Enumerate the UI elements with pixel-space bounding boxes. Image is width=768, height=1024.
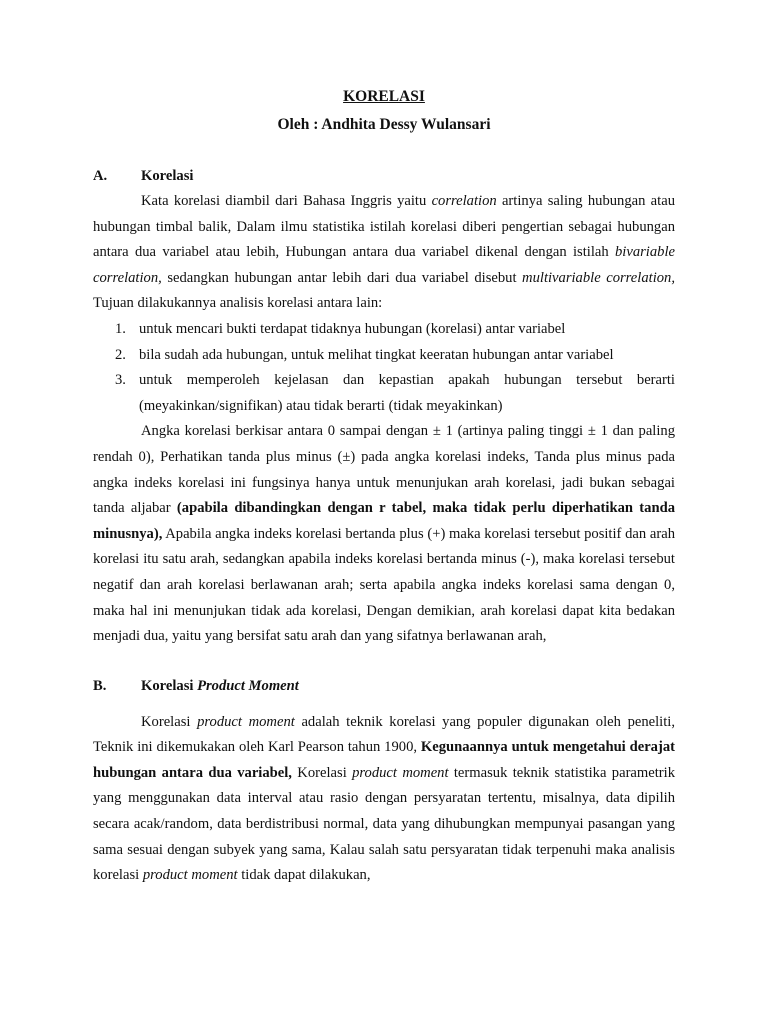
italic-text: product moment [197, 713, 295, 730]
list-item-number: 2. [115, 346, 126, 363]
list-item [93, 343, 675, 369]
text-run: sedangkan hubungan antar lebih dari dua variabel disebut [161, 269, 523, 286]
text-run: artinya saling hubungan atau hubungan timbal balik, Dalam ilmu statistika istilah korelasi diberi pengertian sebagai hubungan antara dua variabel atau lebih, Hubungan antara dua variabel dikenal dengan istilah [93, 193, 675, 261]
text-run: Korelasi [291, 764, 353, 781]
list-item-number: 1. [115, 320, 126, 337]
objectives-list [93, 317, 675, 419]
document-author: Oleh : Andhita Dessy Wulansari [277, 116, 491, 133]
italic-text: product moment [142, 867, 238, 884]
italic-text: product moment [352, 764, 449, 781]
section-b-letter: B. [93, 677, 107, 694]
list-item-number: 3. [115, 372, 126, 389]
section-b-title [141, 676, 299, 696]
italic-text: multivariable correlation, [522, 269, 675, 286]
list-item [93, 368, 675, 419]
section-b-title-italic: Product Moment [197, 677, 299, 694]
list-item-text: untuk memperoleh kejelasan dan kepastian apakah hubungan tersebut berarti (meyakinkan/signifikan) atau tidak berarti (tidak meyakinkan) [139, 372, 675, 414]
section-a-letter: A. [93, 168, 108, 184]
text-run: Tujuan dilakukannya analisis korelasi antara lain: [93, 295, 383, 312]
section-b-title-plain: Korelasi [141, 677, 198, 694]
section-a-paragraph-2 [93, 419, 675, 649]
text-run: tidak dapat dilakukan, [237, 867, 371, 884]
section-a-title: Korelasi [141, 168, 194, 184]
text-run: Angka korelasi berkisar antara 0 sampai dengan ± 1 (artinya paling tinggi ± 1 dan paling rendah 0), Perhatikan tanda plus minus (±) pada angka korelasi indeks, Tanda plus minus pada angka indeks korelasi ini fungsinya hanya untuk menunjukan arah korelasi, jadi bukan sebagai tanda aljabar [93, 423, 675, 517]
section-a-heading [93, 166, 675, 186]
list-item-text: bila sudah ada hubungan, untuk melihat tingkat keeratan hubungan antar variabel [139, 346, 614, 363]
list-item [93, 317, 675, 343]
bold-text: Kegunaannya untuk mengetahui derajat hubungan antara dua variabel, [93, 739, 675, 781]
text-run: Kata korelasi diambil dari Bahasa Inggris yaitu [141, 193, 432, 209]
document-page [93, 86, 675, 889]
text-run: Korelasi [141, 713, 198, 730]
section-b-heading [93, 676, 675, 696]
italic-text: correlation [431, 193, 497, 209]
section-a-paragraph-1 [93, 189, 675, 317]
text-run: adalah teknik korelasi yang populer digunakan oleh peneliti, Teknik ini dikemukakan oleh Karl Pearson tahun 1900, [93, 713, 675, 756]
bold-text: (apabila dibandingkan dengan r tabel, maka tidak perlu diperhatikan tanda minusnya), [93, 500, 675, 542]
italic-text: bivariable correlation, [93, 244, 675, 286]
text-run: Apabila angka indeks korelasi bertanda plus (+) maka korelasi tersebut positif dan arah korelasi itu satu arah, sedangkan apabila indeks korelasi bertanda minus (-), maka korelasi tersebut negatif dan arah korelasi berlawanan arah; serta apabila angka indeks korelasi sama dengan 0, maka hal ini menunjukan tidak ada korelasi, Dengan demikian, arah korelasi dapat kita bedakan menjadi dua, yaitu yang bersifat satu arah dan yang sifatnya berlawanan arah, [93, 525, 675, 645]
text-run: termasuk teknik statistika parametrik yang menggunakan data interval atau rasio dengan persyaratan tertentu, misalnya, data dipilih secara acak/random, data berdistribusi normal, data yang dihubungkan mempunyai pasangan yang sama sesuai dengan subyek yang sama, Kalau salah satu persyaratan tidak terpenuhi maka analisis korelasi [93, 764, 675, 884]
document-title: KORELASI [343, 88, 425, 105]
list-item-text: untuk mencari bukti terdapat tidaknya hubungan (korelasi) antar variabel [139, 320, 566, 337]
section-b-paragraph-1 [93, 710, 675, 889]
